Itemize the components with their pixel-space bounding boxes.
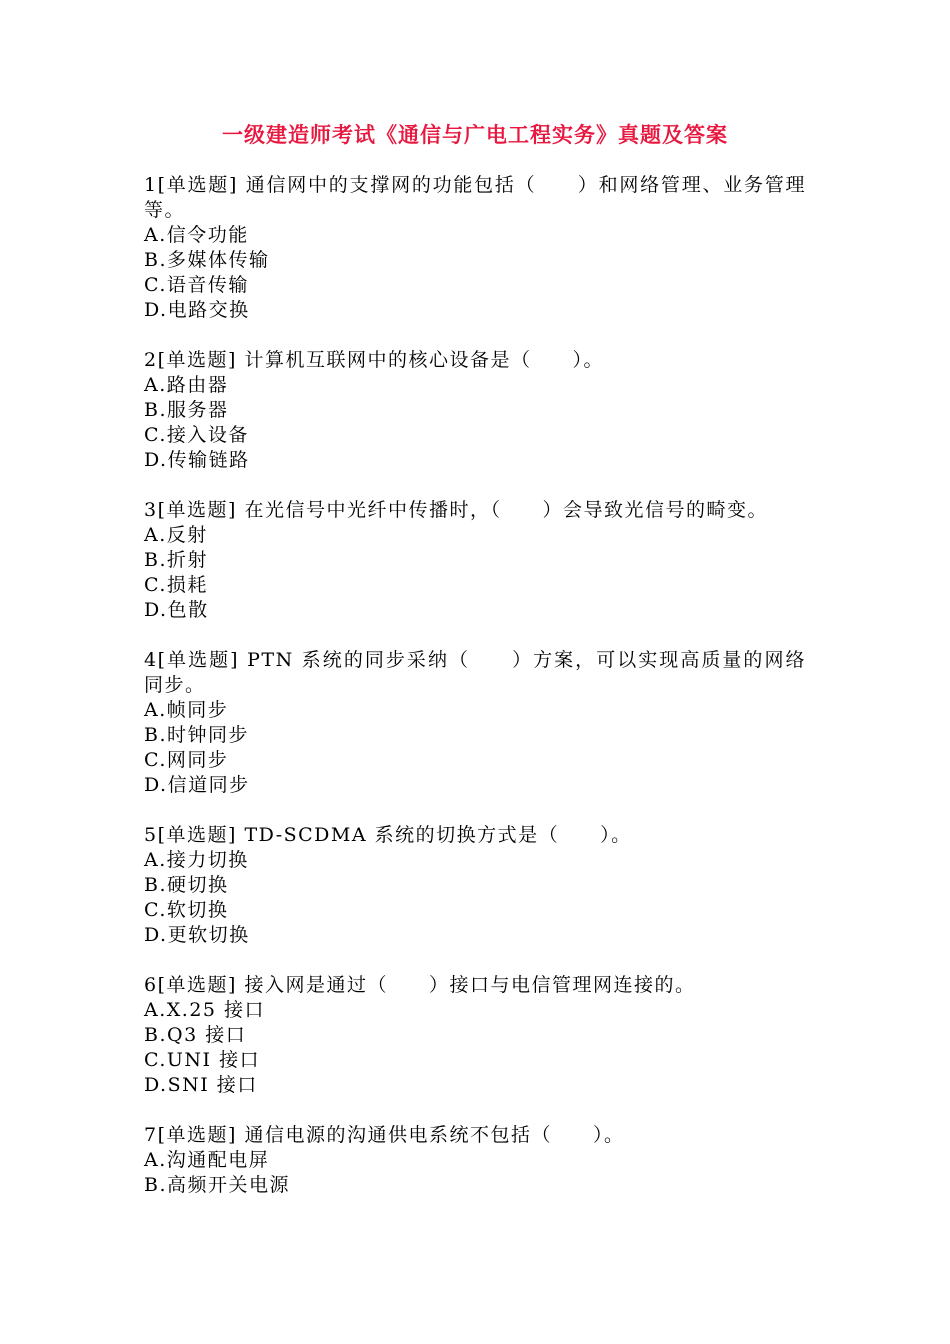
- option-a: A.沟通配电屏: [144, 1149, 270, 1171]
- question-stem: 5[单选题] TD-SCDMA 系统的切换方式是（ ）。: [144, 824, 632, 846]
- question-stem: 6[单选题] 接入网是通过（ ）接口与电信管理网连接的。: [144, 974, 696, 996]
- question-item: [144, 498, 806, 623]
- option-c: C.损耗: [144, 574, 208, 596]
- option-a: A.帧同步: [144, 699, 229, 721]
- option-d: D.传输链路: [144, 449, 250, 471]
- option-d: D.色散: [144, 599, 209, 621]
- option-b: B.硬切换: [144, 874, 229, 896]
- option-c: C.接入设备: [144, 424, 249, 446]
- question-item: [144, 823, 806, 948]
- question-item: [144, 1123, 806, 1198]
- question-item: [144, 348, 806, 473]
- option-b: B.时钟同步: [144, 724, 250, 746]
- option-a: A.信令功能: [144, 224, 249, 246]
- question-stem: 2[单选题] 计算机互联网中的核心设备是（ ）。: [144, 349, 604, 371]
- option-d: D.电路交换: [144, 299, 250, 321]
- question-item: [144, 648, 806, 798]
- document-title: 一级建造师考试《通信与广电工程实务》真题及答案: [222, 122, 728, 147]
- option-a: A.反射: [144, 524, 208, 546]
- option-d: D.更软切换: [144, 924, 250, 946]
- option-b: B.折射: [144, 549, 209, 571]
- option-d: D.信道同步: [144, 774, 250, 796]
- option-b: B.服务器: [144, 399, 229, 421]
- question-stem: 1[单选题] 通信网中的支撑网的功能包括（ ）和网络管理、业务管理等。: [144, 174, 806, 221]
- question-stem: 7[单选题] 通信电源的沟通供电系统不包括（ ）。: [144, 1124, 625, 1146]
- option-b: B.Q3 接口: [144, 1024, 247, 1046]
- question-list: [144, 173, 806, 1223]
- option-c: C.网同步: [144, 749, 229, 771]
- option-c: C.语音传输: [144, 274, 249, 296]
- question-stem: 3[单选题] 在光信号中光纤中传播时，（ ）会导致光信号的畸变。: [144, 499, 768, 521]
- question-stem: 4[单选题] PTN 系统的同步采纳（ ）方案，可以实现高质量的网络同步。: [144, 649, 806, 696]
- option-c: C.UNI 接口: [144, 1049, 261, 1071]
- option-a: A.接力切换: [144, 849, 249, 871]
- option-b: B.多媒体传输: [144, 249, 270, 271]
- question-item: [144, 173, 806, 323]
- option-d: D.SNI 接口: [144, 1074, 258, 1096]
- option-c: C.软切换: [144, 899, 229, 921]
- option-a: A.X.25 接口: [144, 999, 266, 1021]
- question-item: [144, 973, 806, 1098]
- option-a: A.路由器: [144, 374, 229, 396]
- option-b: B.高频开关电源: [144, 1174, 291, 1196]
